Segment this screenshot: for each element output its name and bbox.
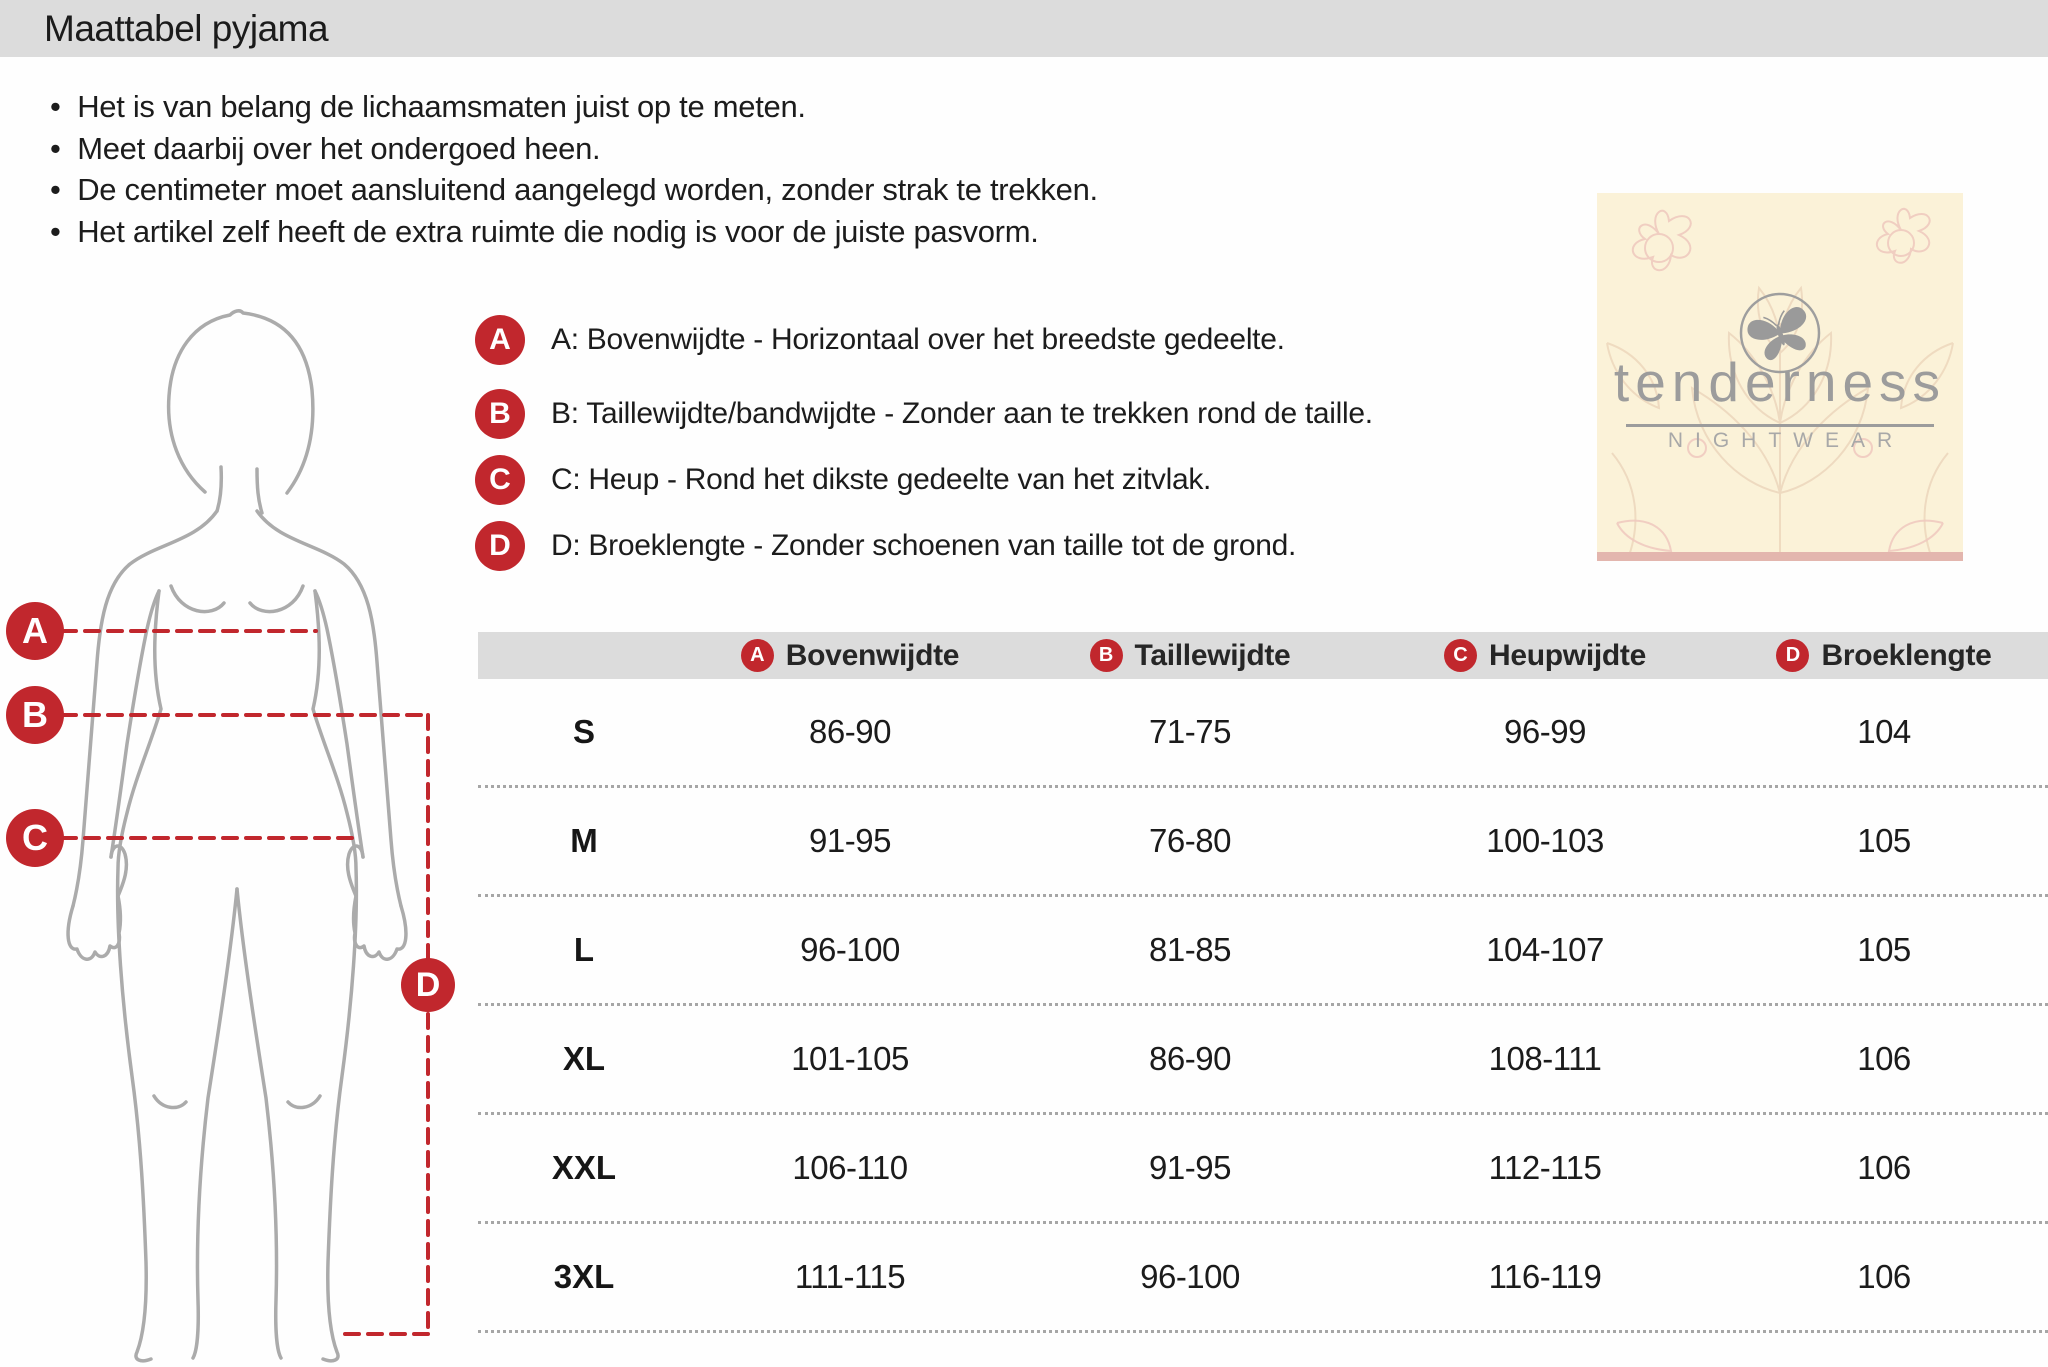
value-cell: 91-95 <box>1149 1149 1231 1186</box>
legend-row-a <box>475 315 1285 365</box>
value-cell: 96-99 <box>1504 713 1586 750</box>
legend-d-text: D: Broeklengte - Zonder schoenen van taille tot de grond. <box>551 529 1297 562</box>
value-cell: 81-85 <box>1149 931 1231 968</box>
value-cell: 116-119 <box>1488 1258 1602 1295</box>
page-title: Maattabel pyjama <box>44 8 329 49</box>
table-row <box>478 897 2048 1006</box>
size-cell: L <box>573 931 595 968</box>
marker-d-badge: D <box>401 958 455 1012</box>
value-cell: 104 <box>1857 713 1911 750</box>
marker-b-badge: B <box>6 686 64 744</box>
value-cell: 101-105 <box>791 1040 909 1077</box>
table-row <box>478 788 2048 897</box>
marker-a-badge: A <box>6 602 64 660</box>
instruction-item: • Het is van belang de lichaamsmaten juist op te meten. <box>50 86 1098 128</box>
value-cell: 106 <box>1857 1040 1911 1077</box>
value-cell: 105 <box>1857 931 1911 968</box>
legend-c-text: C: Heup - Rond het dikste gedeelte van het zitvlak. <box>551 463 1212 496</box>
logo-accent-strip <box>1597 552 1963 561</box>
legend-b-text: B: Taillewijdte/bandwijdte - Zonder aan te trekken rond de taille. <box>551 397 1373 430</box>
size-cell: M <box>570 822 598 859</box>
value-cell: 91-95 <box>809 822 891 859</box>
value-cell: 86-90 <box>1149 1040 1231 1077</box>
table-row <box>478 679 2048 788</box>
size-cell: XL <box>562 1040 606 1077</box>
header-d-badge: D <box>1776 639 1809 672</box>
value-cell: 108-111 <box>1488 1040 1602 1077</box>
body-silhouette-figure <box>0 0 480 1367</box>
legend-row-d <box>475 521 1296 571</box>
size-cell: XXL <box>551 1149 617 1186</box>
column-header-waist: B Taillewijdte <box>1010 639 1370 673</box>
brand-name: tenderness <box>1613 351 1947 413</box>
size-cell: S <box>572 713 595 750</box>
instruction-item: • Meet daarbij over het ondergoed heen. <box>50 128 1098 170</box>
value-cell: 100-103 <box>1486 822 1604 859</box>
legend-b-badge: B <box>475 389 525 439</box>
table-header <box>478 632 2048 679</box>
instruction-item: • Het artikel zelf heeft de extra ruimte die nodig is voor de juiste pasvorm. <box>50 211 1098 253</box>
value-cell: 111-115 <box>794 1258 906 1295</box>
value-cell: 106-110 <box>792 1149 908 1186</box>
value-cell: 86-90 <box>809 713 891 750</box>
value-cell: 106 <box>1857 1149 1911 1186</box>
header-b-badge: B <box>1090 639 1123 672</box>
value-cell: 106 <box>1857 1258 1911 1295</box>
header-a-badge: A <box>741 639 774 672</box>
header-c-badge: C <box>1444 639 1477 672</box>
size-table <box>478 632 2048 1333</box>
brand-subtitle: NIGHTWEAR <box>1667 429 1905 452</box>
legend-a-badge: A <box>475 315 525 365</box>
trouser-length-measure-line <box>340 715 428 1334</box>
table-row <box>478 1006 2048 1115</box>
legend-d-badge: D <box>475 521 525 571</box>
value-cell: 76-80 <box>1149 822 1231 859</box>
legend-c-badge: C <box>475 455 525 505</box>
value-cell: 71-75 <box>1149 713 1231 750</box>
legend-row-c <box>475 455 1211 505</box>
column-header-hip: C Heupwijdte <box>1370 639 1720 673</box>
instruction-item: • De centimeter moet aansluitend aangelegd worden, zonder strak te trekken. <box>50 169 1098 211</box>
value-cell: 104-107 <box>1486 931 1604 968</box>
column-header-trouser-length: D Broeklengte <box>1720 639 2048 673</box>
table-row <box>478 1115 2048 1224</box>
value-cell: 96-100 <box>800 931 900 968</box>
brand-divider <box>1626 424 1934 427</box>
table-row <box>478 1224 2048 1333</box>
column-header-bust: A Bovenwijdte <box>690 639 1010 673</box>
value-cell: 112-115 <box>1488 1149 1602 1186</box>
size-cell: 3XL <box>553 1258 615 1295</box>
brand-logo <box>1597 193 1963 561</box>
value-cell: 96-100 <box>1140 1258 1240 1295</box>
legend-a-text: A: Bovenwijdte - Horizontaal over het breedste gedeelte. <box>551 323 1285 356</box>
value-cell: 105 <box>1857 822 1911 859</box>
marker-c-badge: C <box>6 809 64 867</box>
legend-row-b <box>475 389 1373 439</box>
